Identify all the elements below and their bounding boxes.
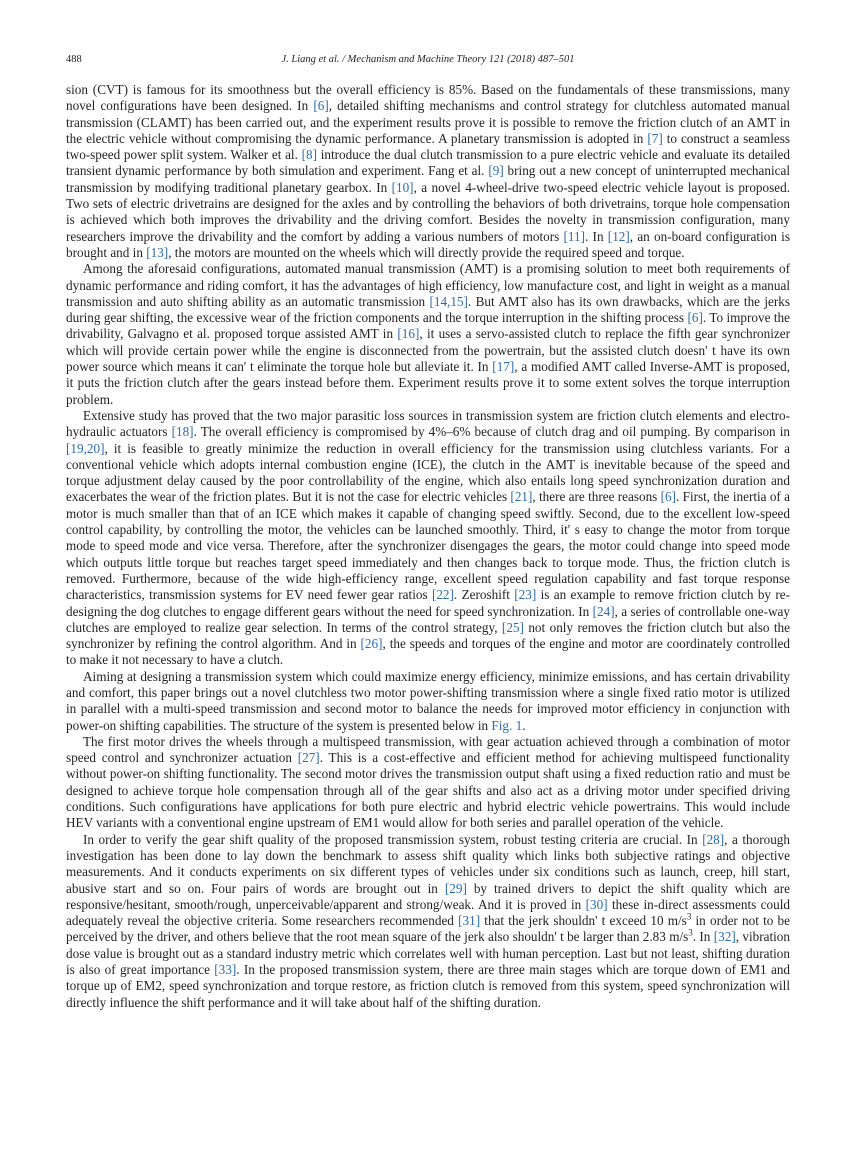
page-number: 488 <box>66 54 82 65</box>
text-run: , a thorough investigation has been done to lay down the benchmark to assess shift quality which links both subjective ratings and objective measurements. And it conducts experiments on six different types of vehicles under six conditions such as launch, creep, hill start, abusive start and so on. Four pairs of words are brought out in <box>66 831 790 896</box>
citation-link[interactable]: [11] <box>563 228 585 244</box>
text-run: , a novel 4-wheel-drive two-speed electric vehicle layout is proposed. Two sets of electric drivetrains are designed for the axles and by controlling the behaviors of both drivetrains, torque hole compensation is achieved which both improves the drivability and the driving comfort. Besides the novelty in transmission configuration, many researchers improve the drivability and the comfort by adding a various numbers of motors <box>66 179 790 244</box>
citation-link[interactable]: [14,15] <box>429 293 468 309</box>
text-run: , the motors are mounted on the wheels which will directly provide the required speed and torque. <box>168 244 685 260</box>
text-run: , vibration dose value is brought out as a standard industry metric which correlates well with human perception. Last but not least, shifting duration is also of great importance <box>66 929 790 978</box>
text-run: that the jerk shouldn' t exceed 10 m/s <box>480 913 687 929</box>
text-run: In order to verify the gear shift quality of the proposed transmission system, robust testing criteria are crucial. In <box>83 831 703 847</box>
figure-link[interactable]: Fig. 1 <box>491 717 523 733</box>
citation-link[interactable]: [12] <box>607 228 630 244</box>
text-run: . <box>522 717 526 733</box>
text-run: The first motor drives the wheels through a multispeed transmission, with gear actuation achieved through a combination of motor speed control and synchronizer actuation <box>66 733 790 766</box>
citation-link[interactable]: [31] <box>458 913 481 929</box>
paragraph <box>66 82 790 261</box>
citation-link[interactable]: [18] <box>171 424 194 440</box>
citation-link[interactable]: [30] <box>585 896 608 912</box>
text-run: Aiming at designing a transmission system which could maximize energy efficiency, minimize emissions, and has certain drivability and comfort, this paper brings out a novel clutchless two motor power-shifting transmission where a single fixed ratio motor is utilized in parallel with a multi-speed transmission and second motor to balance the needs for improved motor efficiency in conjunction with power-on shifting capabilities. The structure of the system is presented below in <box>66 668 790 733</box>
paragraph <box>66 261 790 408</box>
paragraph <box>66 408 790 669</box>
text-run: sion (CVT) is famous for its smoothness but the overall efficiency is 85%. Based on the fundamentals of these transmissions, many novel configurations have been designed. In <box>66 82 790 114</box>
text-run: . Zeroshift <box>453 587 515 603</box>
text-run: . But AMT also has its own drawbacks, which are the jerks during gear shifting, the excessive wear of the friction components and the torque interruption in the shifting process <box>66 293 790 326</box>
paragraph <box>66 734 790 832</box>
article-body <box>66 82 790 1011</box>
citation-link[interactable]: [6] <box>313 98 329 114</box>
text-run: , the speeds and torques of the engine and motor are coordinately controlled to make it not necessary to have a clutch. <box>66 636 790 668</box>
citation-link[interactable]: [13] <box>146 244 169 260</box>
text-run: introduce the dual clutch transmission to a pure electric vehicle and evaluate its detailed transient dynamic performance by both simulation and experiment. Fang et al. <box>66 147 791 179</box>
text-run: , it is feasible to greatly minimize the reduction in overall efficiency for the transmission using clutchless variants. For a conventional vehicle which adopts internal combustion engine (ICE), the clutch in the AMT is inevitable because of the speed and torque adjustment delay caused by the poor controllability of the engine, which also entails long speed synchronization duration and exacerbates the wear of the friction plates. But it is not the case for electric vehicles <box>66 440 790 505</box>
text-run: , a series of controllable one-way clutches are employed to realize gear selection. In terms of the control strategy, <box>66 603 790 635</box>
citation-link[interactable]: [29] <box>444 880 467 896</box>
text-run: by trained drivers to depict the shift quality which are responsive/hesitant, smooth/rough, unperceivable/apparent and strong/weak. And it is proved in <box>66 880 790 912</box>
paragraph <box>66 669 790 734</box>
citation-link[interactable]: [27] <box>297 750 320 766</box>
paragraph <box>66 832 790 1011</box>
text-run: , it uses a servo-assisted clutch to replace the fifth gear synchronizer which will provide certain power while the engine is disconnected from the powertrain, but the assisted clutch doesn' t have its own power source which means it can' t eliminate the torque hole but alleviate it. In <box>66 326 790 375</box>
text-run: . The overall efficiency is compromised by 4%–6% because of clutch drag and oil pumping. By comparison in <box>193 424 790 440</box>
running-head: J. Liang et al. / Mechanism and Machine Theory 121 (2018) 487–501 <box>281 54 575 65</box>
superscript: 3 <box>688 928 693 939</box>
superscript: 3 <box>686 911 692 922</box>
text-run: . In the proposed transmission system, there are three main stages which are torque down of EM1 and torque up of EM2, speed synchronization and torque restore, as friction clutch is removed from this system, speed synchronization will directly influence the shift performance and it will take about half of the shifting duration. <box>66 962 791 1010</box>
text-run: these in-direct assessments could adequately reveal the objective criteria. Some researchers recommended <box>66 896 790 929</box>
citation-link[interactable]: [26] <box>360 636 383 652</box>
citation-link[interactable]: [6] <box>687 310 703 326</box>
citation-link[interactable]: [16] <box>397 326 420 342</box>
text-run: , a modified AMT called Inverse-AMT is proposed, it puts the friction clutch after the gears instead before them. Experiment results prove it to some extent solves the torque interruption problem. <box>66 359 790 407</box>
text-run: , an on-board configuration is brought and in <box>66 228 790 260</box>
citation-link[interactable]: [17] <box>492 359 515 375</box>
citation-link[interactable]: [23] <box>514 587 537 603</box>
text-run: not only removes the friction clutch but also the synchronizer by refining the control algorithm. And in <box>66 619 790 652</box>
text-run: , there are three reasons <box>532 489 661 505</box>
text-run: is an example to remove friction clutch by re-designing the dog clutches to engage different gears without the need for speed synchronization. In <box>66 587 790 619</box>
citation-link[interactable]: [21] <box>510 489 533 505</box>
citation-link[interactable]: [8] <box>301 147 317 163</box>
text-run: Among the aforesaid configurations, automated manual transmission (AMT) is a promising solution to meet both requirements of dynamic performance and riding comfort, it has the advantages of high efficiency, low manufacture cost, and light in weight as a manual transmission and auto shifting ability as an automatic transmission <box>66 261 790 309</box>
citation-link[interactable]: [24] <box>592 603 615 619</box>
citation-link[interactable]: [32] <box>713 929 736 945</box>
text-run: bring out a new concept of uninterrupted mechanical transmission by modifying traditional planetary gearbox. In <box>66 163 790 195</box>
citation-link[interactable]: [33] <box>214 962 237 978</box>
page-header <box>66 52 790 68</box>
text-run: . This is a cost-effective and efficient method for achieving multispeed functionality without power-on shifting functionality. The second motor drives the transmission output shaft using a fixed reduction ratio and must be designed to achieve torque hole compensation through all of the gear shifts and also act as a driving motor under specified driving conditions. Such configurations have applications for both pure electric and hybrid electric vehicle powertrains. This would include HEV variants with a conventional engine upstream of EM1 would allow for both series and parallel operation of the vehicle. <box>66 750 790 831</box>
citation-link[interactable]: [6] <box>660 489 677 505</box>
citation-link[interactable]: [19,20] <box>66 440 105 456</box>
text-run: , detailed shifting mechanisms and control strategy for clutchless automated manual transmission (CLAMT) has been carried out, and the experiment results prove it is possible to remove the friction clutch of an AMT in the electric vehicle without compromising the dynamic performance. A planetary transmission is adopted in <box>66 98 790 146</box>
text-run: . To improve the drivability, Galvagno et al. proposed torque assisted AMT in <box>66 310 790 342</box>
text-run: to construct a seamless two-speed power split system. Walker et al. <box>66 130 790 163</box>
text-run: . In <box>692 929 714 945</box>
text-run: . In <box>585 228 608 244</box>
citation-link[interactable]: [25] <box>501 619 524 635</box>
citation-link[interactable]: [28] <box>702 831 725 847</box>
citation-link[interactable]: [9] <box>488 163 504 179</box>
text-run: . First, the inertia of a motor is much smaller than that of an ICE which makes it capable of changing speed swiftly. Second, due to the excellent low-speed control capability, by controlling the motor, the vehicles can be launched smoothly. Third, it' s easy to change the motor from torque mode to speed mode and vice versa. Therefore, after the synchronizer disengages the gears, the motor could change into speed mode which outputs little torque but reaches target speed immediately and then changes back to torque mode. Thus, the friction clutch is removed. Furthermore, because of the wide high-efficiency range, excellent speed regulation capability and fast torque response characteristics, transmission systems for EV need fewer gear ratios <box>66 489 790 603</box>
text-run: in order not to be perceived by the driver, and others believe that the root mean square of the jerk also shouldn' t be larger than 2.83 m/s <box>66 913 790 945</box>
citation-link[interactable]: [10] <box>391 179 414 195</box>
citation-link[interactable]: [7] <box>647 130 663 146</box>
citation-link[interactable]: [22] <box>431 587 454 603</box>
text-run: Extensive study has proved that the two major parasitic loss sources in transmission system are friction clutch elements and electro-hydraulic actuators <box>66 407 790 440</box>
